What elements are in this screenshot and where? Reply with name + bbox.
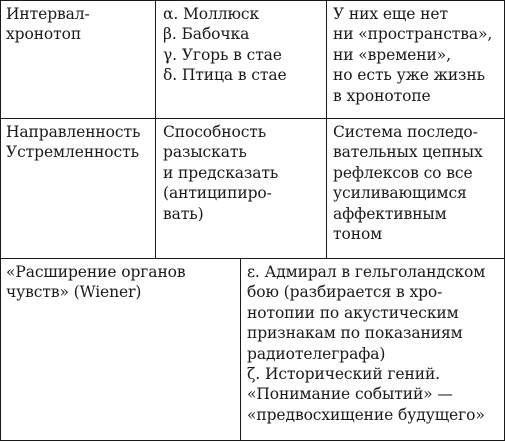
cell-r2-c3: Система последо- вательных цепных рефлексов со все усиливающимся аффективным тоном	[333, 123, 483, 244]
cell-r1-c1: Интервал- хронотоп	[6, 5, 90, 44]
cell-r2-c1: Направленность Устремленность	[6, 123, 141, 162]
table-border-left	[0, 0, 1, 441]
cell-r3-c2: ε. Адмирал в гельголандском бою (разбирается в хро- нотопии по акустическим признакам по показаниям радиотелеграфа) ζ. Исторический гений. «Понимание событий» — «предвосхищение будущего»	[247, 263, 486, 424]
cell-r2-c2: Способность разыскать и предсказать (антиципиро- вать)	[163, 123, 279, 223]
table-border-top	[0, 0, 505, 1]
row-divider-1	[0, 118, 505, 119]
cell-r1-c3: У них еще нет ни «пространства», ни «времени», но есть уже жизнь в хронотопе	[333, 5, 493, 105]
cell-r3-c1: «Расширение органов чувств» (Wiener)	[6, 263, 186, 302]
cell-r1-c2: α. Моллюск β. Бабочка γ. Угорь в стае δ. Птица в стае	[163, 5, 287, 85]
col-divider-1	[155, 0, 156, 259]
col-divider-row3	[240, 258, 241, 441]
col-divider-2	[326, 0, 327, 259]
table-border-bottom	[0, 440, 505, 441]
row-divider-2	[0, 258, 505, 259]
